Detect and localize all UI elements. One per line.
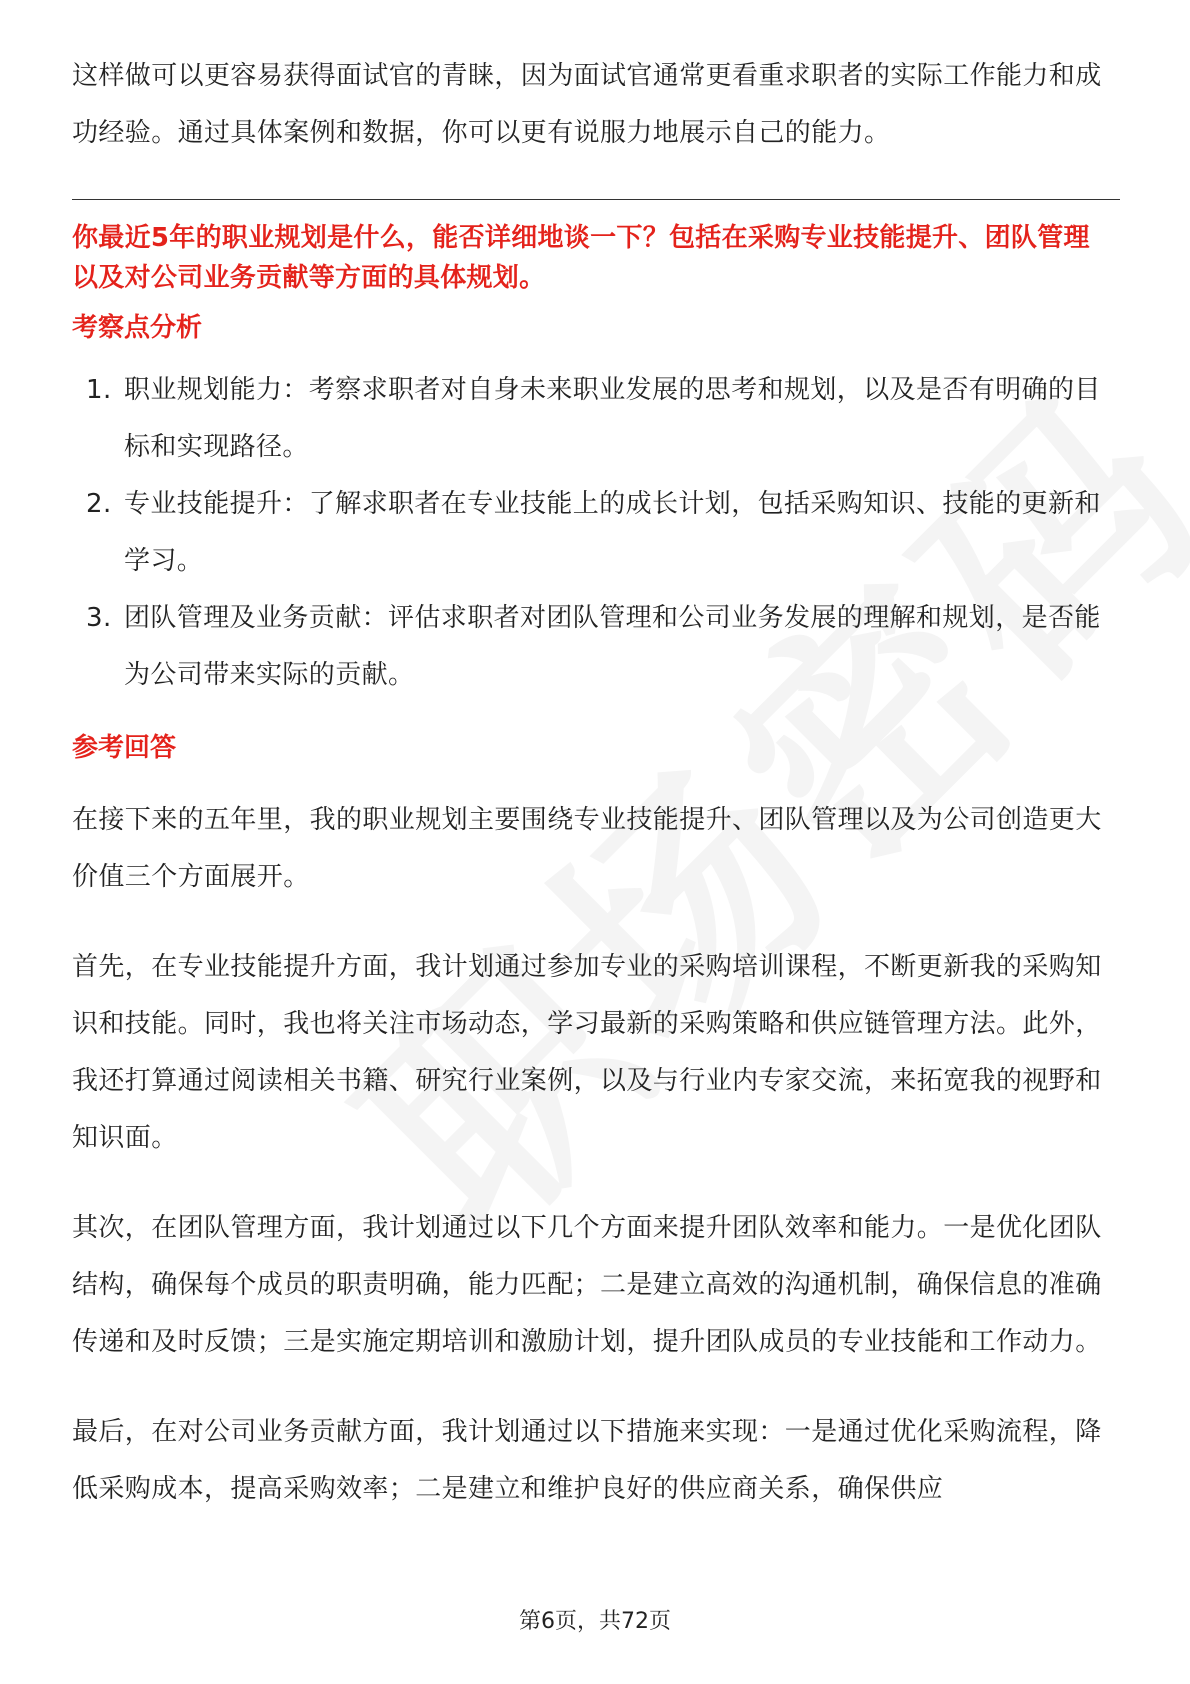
page-content: [72, 48, 1116, 1518]
analysis-item-number: 1.: [86, 375, 112, 405]
analysis-heading: 考察点分析: [72, 313, 203, 343]
page-number: 第6页，共72页: [519, 1609, 671, 1634]
answer-heading: 参考回答: [72, 733, 177, 763]
analysis-item-text: 职业规划能力：考察求职者对自身未来职业发展的思考和规划，以及是否有明确的目标和实现路径。: [124, 375, 1101, 462]
interview-question: 你最近5年的职业规划是什么，能否详细地谈一下？包括在采购专业技能提升、团队管理以及对公司业务贡献等方面的具体规划。: [72, 223, 1090, 293]
answer-paragraph: 在接下来的五年里，我的职业规划主要围绕专业技能提升、团队管理以及为公司创造更大价值三个方面展开。: [72, 805, 1102, 892]
answer-paragraph: 首先，在专业技能提升方面，我计划通过参加专业的采购培训课程，不断更新我的采购知识和技能。同时，我也将关注市场动态，学习最新的采购策略和供应链管理方法。此外，我还打算通过阅读相关书籍、研究行业案例，以及与行业内专家交流，来拓宽我的视野和知识面。: [72, 952, 1102, 1153]
analysis-item-text: 专业技能提升：了解求职者在专业技能上的成长计划，包括采购知识、技能的更新和学习。: [124, 489, 1101, 576]
analysis-item-number: 3.: [86, 603, 112, 633]
analysis-item: [72, 362, 1116, 476]
section-divider: [72, 199, 1120, 200]
answer-paragraph: 最后，在对公司业务贡献方面，我计划通过以下措施来实现：一是通过优化采购流程，降低采购成本，提高采购效率；二是建立和维护良好的供应商关系，确保供应: [72, 1417, 1102, 1504]
analysis-item: [72, 476, 1116, 590]
analysis-item: [72, 590, 1116, 704]
answer-paragraph: 其次，在团队管理方面，我计划通过以下几个方面来提升团队效率和能力。一是优化团队结构，确保每个成员的职责明确，能力匹配；二是建立高效的沟通机制，确保信息的准确传递和及时反馈；三是实施定期培训和激励计划，提升团队成员的专业技能和工作动力。: [72, 1213, 1102, 1357]
analysis-list: [72, 362, 1116, 704]
analysis-item-number: 2.: [86, 489, 112, 519]
intro-paragraph: 这样做可以更容易获得面试官的青睐，因为面试官通常更看重求职者的实际工作能力和成功经验。通过具体案例和数据，你可以更有说服力地展示自己的能力。: [72, 61, 1102, 148]
analysis-item-text: 团队管理及业务贡献：评估求职者对团队管理和公司业务发展的理解和规划，是否能为公司带来实际的贡献。: [124, 603, 1101, 690]
